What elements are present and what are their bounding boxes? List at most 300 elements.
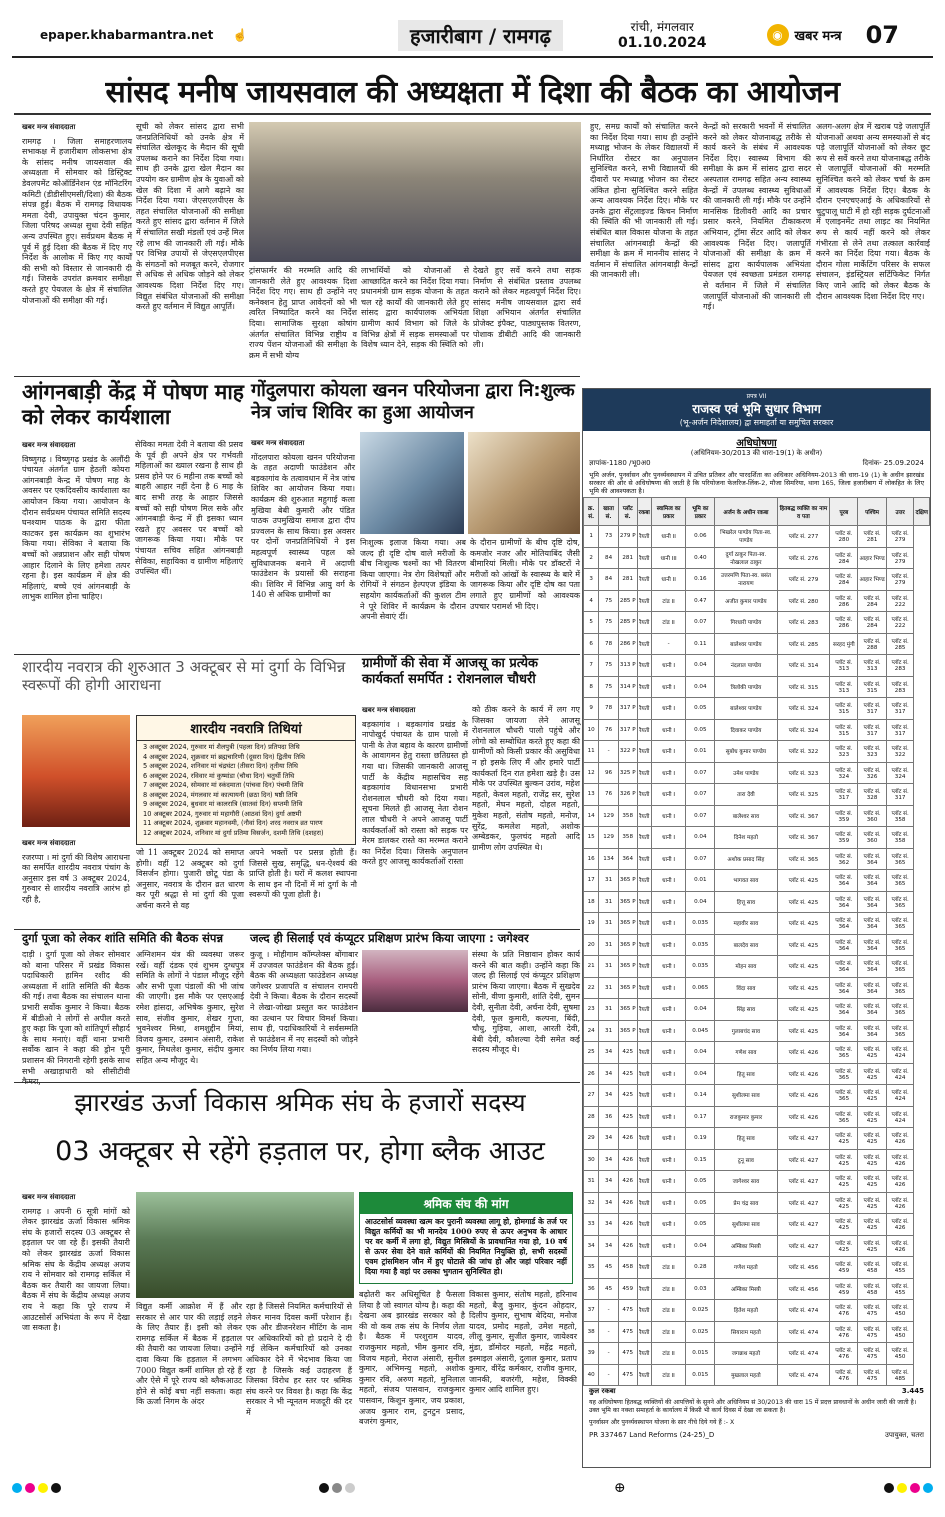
article-text: को ठीक करने के कार्य में लग गए जिसका जायजा लेने आजसू रोशनलाल चौधरी पालो पहुंचे और लोगो को सम्बोधित करते हुए कहा की ग्रामीणों को किसी प्रकार की असुविधा न हो इसके लिए मैं और हमारे पार्टी कार्यकर्ता दिन रात हमेशा खड़े है। उस मौके पर उपस्थित बुल्कन उरांव, महेश महतो, केवल महतो, राजेंद्र सर, सुरेश महतो, मेघन महतो, दोहल महतो, मुकेश महतो, संतोष महतो, मनोज, सुरेंद्र, कमलेश महतो, अशोक अम्बेडकर, फुलचंद महतो आदि ग्रामीण लोग उपस्थित थे।	[472, 705, 580, 852]
article-text: अपने भक्तों पर प्रसन्न होती हैं। जिससे सुख, समृद्धि, धन-ऐश्वर्य की प्राप्ति होती है। घरों में कलश स्थापना के साथ इन नौ दिनों में मां दुर्गा के नौ स्वरूपों की पूजा होती है।	[249, 848, 357, 900]
table-cell: 34	[599, 1192, 618, 1214]
table-cell: प्लॉट सं. 313	[830, 655, 858, 677]
brand-name: खबर मन्त्र	[794, 29, 842, 44]
table-cell: धानी I	[651, 977, 685, 999]
table-cell: सरहद मुंगी	[830, 633, 858, 655]
table-cell: 425	[618, 1085, 637, 1107]
table-cell: 0.04	[686, 1063, 715, 1085]
table-row	[584, 741, 930, 763]
table-cell: प्लॉट सं. 364	[858, 913, 886, 935]
table-cell: प्लॉट सं. 424	[886, 1106, 914, 1128]
table-cell: रैयती	[637, 698, 651, 720]
table-cell: गणेश साव	[715, 1042, 777, 1064]
table-row	[584, 1128, 930, 1150]
article-column	[22, 950, 130, 1078]
table-cell: रैयती	[637, 1343, 651, 1365]
table-row	[584, 547, 930, 569]
table-cell: 30	[584, 1149, 599, 1171]
table-cell: प्लॉट सं. 277	[777, 526, 830, 548]
table-row	[584, 956, 930, 978]
table-cell: प्लॉट सं. 427	[777, 1214, 830, 1236]
table-cell: प्लॉट सं. 317	[830, 784, 858, 806]
navratri-date-item: 6 अक्टूबर 2024, रविवार मां कुष्मांडा (चौथा दिन) चतुर्थी तिथि	[143, 771, 295, 780]
article-text: हुए, समग्र कार्यों को संचालित करने का निर्देश दिया गया। साथ ही उन्होंने मध्याह्न भोजन के लेकर विद्यालयों में निर्धारित रोस्टर का अनुपालन सुनिश्चित करने, सभी विद्यालयों की दीवारों पर मध्याह्न भोजन का रोस्टर अंकित होना सुनिश्चित करने सहित अन्य आवश्यक निर्देश दिए। मौके पर उनके द्वारा सेंट्रलाइज्ड किचन निर्माण की स्थिति की भी जानकारी ली गई। संबंधित बाल विकास योजना के तहत संचालित आंगनबाड़ी केन्द्रों की समीक्षा के क्रम में माननीय सांसद ने वर्तमान में संचालित आंगनबाड़ी केन्द्रों की जानकारी ली।	[590, 122, 698, 280]
table-cell: प्लॉट सं. 475	[858, 1343, 886, 1365]
table-cell: प्लॉट सं. 286	[830, 612, 858, 634]
table-cell: रैयती	[637, 612, 651, 634]
table-cell: प्लॉट सं. 315	[777, 676, 830, 698]
page-number: 07	[865, 21, 899, 49]
table-cell: 7	[584, 655, 599, 677]
table-cell: रैयती	[637, 1321, 651, 1343]
table-cell: प्लॉट सं. 324	[886, 762, 914, 784]
table-cell: 26	[584, 1063, 599, 1085]
table-cell: धानी I	[651, 762, 685, 784]
magenta-dot-icon	[910, 1483, 920, 1493]
table-cell: प्लॉट सं. 325	[777, 784, 830, 806]
article-column	[703, 122, 811, 372]
article-column	[472, 950, 580, 1078]
table-cell: 34	[599, 1085, 618, 1107]
table-cell: धानी I	[651, 1235, 685, 1257]
table-cell: मुखलाल महतो	[715, 1364, 777, 1386]
cyan-dot-icon	[923, 1483, 933, 1493]
table-cell: प्लॉट सं. 426	[777, 1106, 830, 1128]
table-row	[584, 805, 930, 827]
table-cell: प्लॉट सं. 367	[777, 805, 830, 827]
table-cell: प्लॉट सं. 279	[886, 569, 914, 591]
table-cell: 0.14	[686, 1085, 715, 1107]
strike-headline-line1: झारखंड ऊर्जा विकास श्रमिक संघ के हजारों सदस्य	[74, 1088, 526, 1117]
land-schedule-table	[583, 497, 930, 1386]
table-row	[584, 655, 930, 677]
table-cell: प्लॉट सं. 474	[777, 1364, 830, 1386]
table-cell: प्लॉट सं. 284	[830, 547, 858, 569]
table-cell: रैयती	[637, 633, 651, 655]
table-cell: 0.04	[686, 676, 715, 698]
table-cell: 0.04	[686, 999, 715, 1021]
table-cell: 76	[599, 784, 618, 806]
divider	[14, 113, 931, 115]
byline: खबर मन्त्र संवाददाता	[22, 441, 76, 449]
article-text: गोंदलपारा कोयला खनन परियोजना के तहत अदाणी फाउंडेशन और बड़कागांव के तत्वावधान में नेत्र जांच शिविर का आयोजन किया गया। कार्यक्रम की शुरुआत महुगाई कला मुखिया बेबी कुमारी और पंडित पाठक उपमुखिया समाज द्वारा दीप प्रज्वलन के साथ किया। इस अवसर पर दोनों जनप्रतिनिधियों ने इस महत्वपूर्ण स्वास्थ्य पहल को सुविधाजनक बनाने में अदाणी फाउंडेशन के प्रयासों की सराहना की। शिविर में विभिन्न आयु वर्ग के 140 से अधिक ग्रामीणों का	[251, 452, 355, 600]
article-text: देखते हुए सर्वे करने तथा सड़क निर्माण से संबंधित प्रस्ताव उपलब्ध कराने को लेकर महत्वपूर्ण निर्देश दिए। सांसद मनीष जायसवाल द्वारा सर्व शिक्षा अभियान अंतर्गत संचालित प्रोजेक्ट इंपैक्ट, पाठ्यपुस्तक वितरण, पोशाक डीबीटी आदि की जानकारी ली।	[473, 266, 581, 350]
table-cell: 14	[584, 805, 599, 827]
table-row	[584, 1278, 930, 1300]
table-cell: टांड II	[651, 1321, 685, 1343]
table-cell: दिनेश महतो	[715, 827, 777, 849]
table-cell: प्लॉट सं. 425	[858, 1214, 886, 1236]
table-cell: 0.40	[686, 547, 715, 569]
navratri-box-title: शारदीय नवरात्रि तिथियां	[137, 716, 355, 741]
navratri-headline: शारदीय नवरात्र की शुरुआत 3 अक्टूबर से मां दुर्गा के विभिन्न स्वरूपों की होगी आराधना	[22, 658, 346, 694]
article-text: विद्युत कर्मी आक्रोश में हैं और सरकार से आर पार की लड़ाई लड़ने के लिए तैयार हैं। इसी को लेकर रामगढ़ सर्किल में बैठक में हड़ताल की तैयारी का जायजा लिया। उन्होंने दावा किया कि हड़ताल में लगभग 7000 विद्युत कर्मी शामिल हो रहे हैं और ऐसे में पूरे राज्य को ब्लैकआउट होने से कोई बचा नहीं सकता। कहा कि ऊर्जा निगम के अंदर	[136, 1302, 242, 1407]
article-text: अलग-अलग क्षेत्र में खराब पड़े जलापूर्ति योजनाओं अथवा अन्य समस्याओं से बंद पड़े जलापूर्ति योजनाओं को लेकर छूट रूप से सर्वे करने तथा योजनाबद्ध तरीके से जलापूर्ति योजनाओं की मरम्मति सुनिश्चित करने को लेकर चर्चा के क्रम में आवश्यक निर्देश दिए। बैठक के दौरान एनएचएआई के अधिकारियों से चुटुपालू घाटी में हो रही सड़क दुर्घटनाओं में एलाइनमेंट तथा लाइट का नियमित रूप से कार्य नहीं करने को लेकर गंभीरता से लेने तथा तत्काल कार्रवाई करने का निर्देश दिया गया। बैठक के दौरान गोला मार्केटिंग परिसर के सफल संचालन, इंडस्ट्रियल सर्टिफिकेट निर्गत किए जाने आदि को लेकर बैठक के दौरान आवश्यक दिशा निर्देश दिए गए।	[816, 122, 930, 301]
table-cell: प्लॉट सं. 364	[830, 870, 858, 892]
table-cell: प्लॉट सं. 364	[858, 956, 886, 978]
table-cell: 0.04	[686, 655, 715, 677]
table-cell: 134	[599, 848, 618, 870]
table-cell: 365 P	[618, 913, 637, 935]
table-cell: प्लॉट सं. 474	[777, 1343, 830, 1365]
table-cell: प्लॉट सं. 315	[830, 698, 858, 720]
article-column	[472, 705, 580, 925]
table-cell: अम्बिका मिस्त्री	[715, 1278, 777, 1300]
table-row	[584, 977, 930, 999]
dateline	[618, 19, 707, 51]
table-cell: सुशीलमा साव	[715, 1085, 777, 1107]
table-cell: प्लॉट सं. 365	[886, 870, 914, 892]
notice-title: अधिघोषणा	[736, 438, 777, 449]
table-cell: 23	[584, 999, 599, 1021]
table-cell: 425	[618, 1063, 637, 1085]
table-cell: 0.05	[686, 1214, 715, 1236]
brand	[767, 24, 842, 46]
table-cell: प्लॉट सं. 427	[777, 1235, 830, 1257]
table-cell: प्लॉट सं. 476	[830, 1364, 858, 1386]
table-cell: 34	[599, 1214, 618, 1236]
table-cell: 425	[618, 1106, 637, 1128]
table-body	[584, 526, 930, 1386]
table-cell: प्लॉट सं. 360	[858, 805, 886, 827]
table-cell: धानी I	[651, 827, 685, 849]
table-cell: धानी I	[651, 1042, 685, 1064]
table-cell: प्लॉट सं. 323	[830, 741, 858, 763]
table-cell: प्लॉट सं. 283	[886, 655, 914, 677]
table-cell: 365 P	[618, 891, 637, 913]
navratri-date-item: 8 अक्टूबर 2024, मंगलवार मां कात्यायनी (छठा दिन) षष्ठी तिथि	[143, 790, 298, 799]
table-cell: धानी I	[651, 870, 685, 892]
land-acquisition-notice	[582, 388, 931, 1468]
cursor-icon: ☝	[232, 28, 248, 42]
table-cell: प्लॉट सं. 364	[858, 999, 886, 1021]
table-cell: प्लॉट सं. 365	[830, 1063, 858, 1085]
table-cell: 8	[584, 676, 599, 698]
table-cell: प्लॉट सं. 279	[886, 526, 914, 548]
table-cell: 31	[599, 870, 618, 892]
table-cell: प्लॉट सं. 364	[858, 870, 886, 892]
table-cell: धानी I	[651, 805, 685, 827]
table-cell: 0.04	[686, 891, 715, 913]
table-cell: रैयती	[637, 1214, 651, 1236]
notice-act-reference: (अधिनियम-30/2013 की धारा-19(1) के अधीन)	[690, 449, 823, 457]
table-cell: 17	[584, 870, 599, 892]
table-cell: प्लॉट सं. 364	[858, 1020, 886, 1042]
table-cell: प्लॉट सं. 450	[886, 1343, 914, 1365]
table-cell: प्लॉट सं. 322	[777, 741, 830, 763]
table-cell: 0.01	[686, 870, 715, 892]
navratri-date-item: 7 अक्टूबर 2024, सोमवार मां स्कंदमाता (पांचवा दिन) पंचमी तिथि	[143, 781, 304, 789]
table-cell: प्लॉट सं. 427	[777, 1149, 830, 1171]
table-row	[584, 590, 930, 612]
table-cell: प्लॉट सं. 281	[858, 526, 886, 548]
table-row	[584, 1321, 930, 1343]
table-cell: 0.11	[686, 633, 715, 655]
table-cell: धानी I	[651, 848, 685, 870]
table-cell: प्लॉट सं. 475	[858, 1321, 886, 1343]
table-row	[584, 612, 930, 634]
anganbadi-headline: आंगनबाड़ी केंद्र में पोषण माह को लेकर कार्यशाला	[22, 380, 244, 430]
article-column	[136, 848, 244, 926]
byline: खबर मन्त्र संवाददाता	[22, 839, 76, 847]
table-cell: प्लॉट सं. 425	[777, 870, 830, 892]
table-cell: -	[599, 1300, 618, 1322]
main-headline: सांसद मनीष जायसवाल की अध्यक्षता में दिशा की बैठक का आयोजन	[105, 75, 840, 110]
table-cell: प्लॉट सं. 450	[886, 1321, 914, 1343]
article-column	[22, 440, 130, 650]
table-cell: 3	[584, 569, 599, 591]
table-row	[584, 1192, 930, 1214]
table-cell: 426	[618, 1235, 637, 1257]
durga-puja-headline: दुर्गा पूजा को लेकर शांति समिति की बैठक संपन्न	[22, 931, 224, 945]
table-cell: हितेश महतो	[715, 1300, 777, 1322]
table-cell: प्लॉट सं. 365	[886, 956, 914, 978]
article-column	[22, 1192, 130, 1472]
article-text: रहा है जिससे नियमित कर्मचारियों से लेकर मानव दिवस कर्मी परेशान हैं। एक और डीजनरेशन मीटिंग के नाम पर अधिकारियों को हो प्रदाने दे दी गई लेकिन कर्मचारियों को उनका अधिकार देने में भेदभाव किया जा रहा है जिसके कई उदाहरण हैं जिसका विरोध हर स्तर पर श्रमिक संघ करने पर विवश है। कहा कि केंद्र सरकार ने भी न्यूनतम मजदूरी की दर में	[246, 1302, 352, 1417]
table-cell: 0.04	[686, 1042, 715, 1064]
table-cell: प्लॉट सं. 358	[886, 827, 914, 849]
table-cell: 0.025	[686, 1321, 715, 1343]
table-cell: धानी I	[651, 1020, 685, 1042]
site-url[interactable]: epaper.khabarmantra.net	[40, 28, 214, 42]
table-cell: 5	[584, 612, 599, 634]
table-cell: प्लॉट सं. 359	[830, 805, 858, 827]
table-cell: प्लॉट सं. 280	[830, 526, 858, 548]
table-cell: रैयती	[637, 1192, 651, 1214]
byline: खबर मन्त्र संवाददाता	[362, 706, 416, 714]
table-header-cell: अर्जन के अधीन रकबा	[715, 498, 777, 526]
table-cell: 19	[584, 913, 599, 935]
table-cell: 0.03	[686, 1278, 715, 1300]
table-row	[584, 1042, 930, 1064]
table-cell: धानी I	[651, 1171, 685, 1193]
light-gray-dot-icon	[345, 1483, 355, 1493]
table-cell: 317 P	[618, 698, 637, 720]
table-cell: 22	[584, 977, 599, 999]
table-cell: प्लॉट सं. 288	[858, 633, 886, 655]
table-cell: 0.07	[686, 612, 715, 634]
table-cell: 285 P	[618, 590, 637, 612]
table-cell: प्लॉट सं. 365	[886, 977, 914, 999]
table-cell: प्लॉट सं. 425	[858, 1063, 886, 1085]
table-cell: प्लॉट सं. 284	[858, 590, 886, 612]
navratri-date-item: 3 अक्टूबर 2024, गुरुवार मां शैलपुत्री (पहला दिन) प्रतिपदा तिथि	[143, 743, 300, 751]
table-cell: रैयती	[637, 913, 651, 935]
table-cell: प्लॉट सं. 425	[858, 1042, 886, 1064]
table-cell: रैयती	[637, 590, 651, 612]
table-cell: 279 P	[618, 526, 637, 548]
table-cell: प्लॉट सं. 323	[858, 741, 886, 763]
pr-code: PR 337467 Land Reforms (24-25)_D	[589, 1431, 715, 1439]
table-cell: 36	[599, 1106, 618, 1128]
table-cell: प्लॉट सं. 426	[777, 1085, 830, 1107]
table-cell: प्लॉट सं. 425	[858, 1149, 886, 1171]
table-row	[584, 784, 930, 806]
table-cell: प्लॉट सं. 425	[858, 1106, 886, 1128]
table-cell: प्लॉट सं. 425	[830, 1192, 858, 1214]
table-cell: प्लॉट सं. 365	[886, 1020, 914, 1042]
navratri-date-item: 9 अक्टूबर 2024, बुधवार मां कालरात्रि (सातवां दिन) सप्तमी तिथि	[143, 800, 303, 808]
table-cell: प्लॉट सं. 364	[830, 999, 858, 1021]
table-cell: धानी I	[651, 1085, 685, 1107]
table-cell: प्लॉट सं. 456	[777, 1257, 830, 1279]
table-cell: 35	[584, 1257, 599, 1279]
notice-subtitle: (भू-अर्जन निदेशालय) द्वा समाहर्ता या समुचित सरकार	[679, 418, 834, 427]
table-cell: रैयती	[637, 1128, 651, 1150]
table-cell: मोहन साव	[715, 956, 777, 978]
table-cell: नंदलाल पाण्डेय	[715, 655, 777, 677]
table-cell: 34	[599, 1128, 618, 1150]
table-cell: सियाराम महतो	[715, 1321, 777, 1343]
total-label: कुल रकबा	[589, 1387, 616, 1395]
table-cell: 314 P	[618, 676, 637, 698]
table-cell: प्लॉट सं. 485	[886, 1364, 914, 1386]
table-cell: दुर्गा ठाकुर पिता-स्व. नोखलाल ठाकुर	[715, 547, 777, 569]
table-cell: 0.19	[686, 1128, 715, 1150]
navratri-dates-box	[136, 715, 356, 845]
table-cell: टुनू साव	[715, 1149, 777, 1171]
table-cell: 15	[584, 827, 599, 849]
article-column	[361, 266, 469, 372]
article-column	[250, 950, 358, 1078]
article-column	[362, 705, 468, 925]
table-cell: 31	[599, 956, 618, 978]
table-cell: प्लॉट सं. 285	[777, 633, 830, 655]
article-column	[473, 266, 581, 372]
table-cell: 28	[584, 1106, 599, 1128]
table-cell: जागेश्वर साव	[715, 1171, 777, 1193]
table-cell: धानी I	[651, 1128, 685, 1150]
table-row	[584, 719, 930, 741]
table-cell: प्लॉट सं. 455	[886, 1278, 914, 1300]
table-cell: सुबोध कुमार पाण्डेय	[715, 741, 777, 763]
union-meeting-photo	[136, 1192, 354, 1298]
table-cell: 426	[618, 1171, 637, 1193]
table-cell: 0.07	[686, 805, 715, 827]
table-header-row	[584, 498, 930, 526]
table-cell: 0.07	[686, 762, 715, 784]
table-row	[584, 698, 930, 720]
article-column	[22, 122, 132, 372]
table-cell: 0.15	[686, 1149, 715, 1171]
brand-logo-icon: ◉	[767, 24, 789, 46]
article-column	[816, 122, 930, 372]
article-column	[360, 538, 466, 650]
table-cell: रैयती	[637, 805, 651, 827]
table-cell: 36	[584, 1278, 599, 1300]
table-cell: धानी I	[651, 698, 685, 720]
gramin-headline: ग्रामीणों की सेवा में आजसू का प्रत्येक कार्यकर्ता समर्पित : रोशनलाल चौधरी	[362, 656, 539, 687]
table-cell: अशोक प्रसाद सिंह	[715, 848, 777, 870]
table-cell: रैयती	[637, 569, 651, 591]
table-cell: प्लॉट सं. 328	[858, 784, 886, 806]
table-cell: प्लॉट सं. 315	[858, 676, 886, 698]
table-cell: रैयती	[637, 1257, 651, 1279]
table-cell: उमेश पाण्डेय	[715, 762, 777, 784]
table-cell: प्लॉट सं. 279	[886, 547, 914, 569]
table-cell: 0.07	[686, 784, 715, 806]
table-cell: रैयती	[637, 784, 651, 806]
table-cell: टांड II	[651, 612, 685, 634]
black-dot-icon	[884, 1483, 894, 1493]
table-cell: 322 P	[618, 741, 637, 763]
table-cell: रैयती	[637, 719, 651, 741]
table-cell: प्लॉट सं. 365	[777, 848, 830, 870]
cyan-dot-icon	[12, 1483, 22, 1493]
table-cell: 0.05	[686, 1192, 715, 1214]
table-cell: 1	[584, 526, 599, 548]
table-cell: गुलाबचंद साव	[715, 1020, 777, 1042]
navratri-date-list	[137, 741, 355, 840]
table-row	[584, 1364, 930, 1386]
table-cell: प्लॉट सं. 425	[858, 1235, 886, 1257]
table-row	[584, 1106, 930, 1128]
byline: खबर मन्त्र संवाददाता	[22, 1193, 76, 1201]
table-cell: 34	[599, 1063, 618, 1085]
registration-mark-icon: ⊕	[613, 1480, 626, 1496]
table-row	[584, 1257, 930, 1279]
table-row	[584, 1149, 930, 1171]
strike-headline-line2: 03 अक्टूबर से रहेंगे हड़ताल पर, होगा ब्लैक आउट	[55, 1136, 545, 1167]
foundation-meeting-photo	[362, 950, 468, 1012]
table-cell: हितू साव	[715, 1063, 777, 1085]
table-header-cell: खाता सं.	[599, 498, 618, 526]
eye-camp-photo-2	[468, 432, 580, 534]
issue-date: 01.10.2024	[617, 35, 707, 51]
table-cell: 0.035	[686, 934, 715, 956]
table-cell: हित्तू साव	[715, 891, 777, 913]
table-cell: रैयती	[637, 1020, 651, 1042]
table-cell: प्लॉट सं. 427	[777, 1171, 830, 1193]
table-cell: प्लॉट सं. 425	[777, 891, 830, 913]
table-cell: प्लॉट सं. 425	[830, 1235, 858, 1257]
table-cell: टांड II	[651, 590, 685, 612]
table-cell: 475	[618, 1364, 637, 1386]
table-cell: धानी I	[651, 676, 685, 698]
table-cell: प्लॉट सं. 317	[886, 698, 914, 720]
table-cell: प्लॉट सं. 317	[858, 719, 886, 741]
article-text: रजरप्पा । मां दुर्गा की विशेष आराधना का समर्पित शारदीय नवरात्र पंचांग के अनुसार इस वर्ष 3 अक्टूबर 2024, गुरुवार से शारदीय नवरात्रि आरंभ हो रही है,	[22, 852, 130, 904]
table-cell: जगन्नाथ महतो	[715, 1343, 777, 1365]
table-cell: प्लॉट सं. 425	[777, 999, 830, 1021]
table-cell: 45	[599, 1257, 618, 1279]
total-row	[583, 1386, 930, 1397]
table-cell: रैयती	[637, 934, 651, 956]
table-cell: धानी I	[651, 1106, 685, 1128]
table-cell: 16	[584, 848, 599, 870]
table-cell: प्लॉट सं. 365	[886, 848, 914, 870]
table-cell: 0.04	[686, 827, 715, 849]
table-cell: 0.065	[686, 977, 715, 999]
table-row	[584, 999, 930, 1021]
table-cell: 84	[599, 569, 618, 591]
divider	[14, 1082, 580, 1083]
table-cell: बालेश्वर पाण्डेय	[715, 698, 777, 720]
table-cell: 78	[599, 633, 618, 655]
table-cell: प्लॉट सं. 475	[858, 1300, 886, 1322]
table-cell: धानी I	[651, 891, 685, 913]
article-text: सूची को लेकर सांसद द्वारा सभी जनप्रतिनिधियों को उनके क्षेत्र में संचालित खेलकूद के मैदान की सूची उपलब्ध कराने का निर्देश दिया गया। साथ ही उनके द्वारा खेल मैदान का उपयोग कर ग्रामीण क्षेत्र के युवाओं को खेल की दिशा में आगे बढ़ाने का निर्देश दिया गया। जेएसएलपीएस के तहत संचालित योजनाओं की समीक्षा करते हुए सांसद द्वारा वर्तमान में जिले में संचालित सखी मंडलों एवं उन्हें मिल रहे लाभ की जानकारी ली गई। मौके पर विभिन्न उपायों से जेएसएलपीएस के संगठनों को मजबूत करने, रोजगार से अधिक से अधिक जोड़ने को लेकर आवश्यक दिशा निर्देश दिए गए। विद्युत संबंधित योजनाओं की समीक्षा करते हुए वर्तमान में विद्युत आपूर्ति।	[136, 122, 244, 312]
table-cell: प्लॉट सं. 364	[858, 934, 886, 956]
table-cell: 18	[584, 891, 599, 913]
table-cell: -	[599, 1364, 618, 1386]
table-cell: 0.47	[686, 590, 715, 612]
article-text: विष्णुगढ़ । विष्णुगढ़ प्रखंड के अलौंदी पंचायत अंतर्गत ग्राम हेठली कोयरा आंगनबाड़ी केन्द्र में पोषण माह के अवसर पर एकदिवसीय कार्यशाला का आयोजन किया गया। आयोजन के दौरान सर्वप्रथम पंचायत समिति सदस्य घनश्याम पाठक के द्वारा फीता काटकर इस कार्यक्रम का शुभारंभ किया गया। सेविका ने बताया कि बच्चों को अन्नप्राशन और सही पोषण आहार दिलाने के लिए हमेशा तत्पर रहना है। इस कार्यक्रम में क्षेत्र की महिलाएं, बच्चे एवं आंगनबाड़ी के लाभुक शामिल होना चाहिए।	[22, 454, 130, 602]
table-header-cell: पश्चिम	[858, 498, 886, 526]
table-cell: प्लॉट सं. 476	[830, 1343, 858, 1365]
table-row	[584, 1063, 930, 1085]
table-cell: प्लॉट सं. 283	[777, 612, 830, 634]
